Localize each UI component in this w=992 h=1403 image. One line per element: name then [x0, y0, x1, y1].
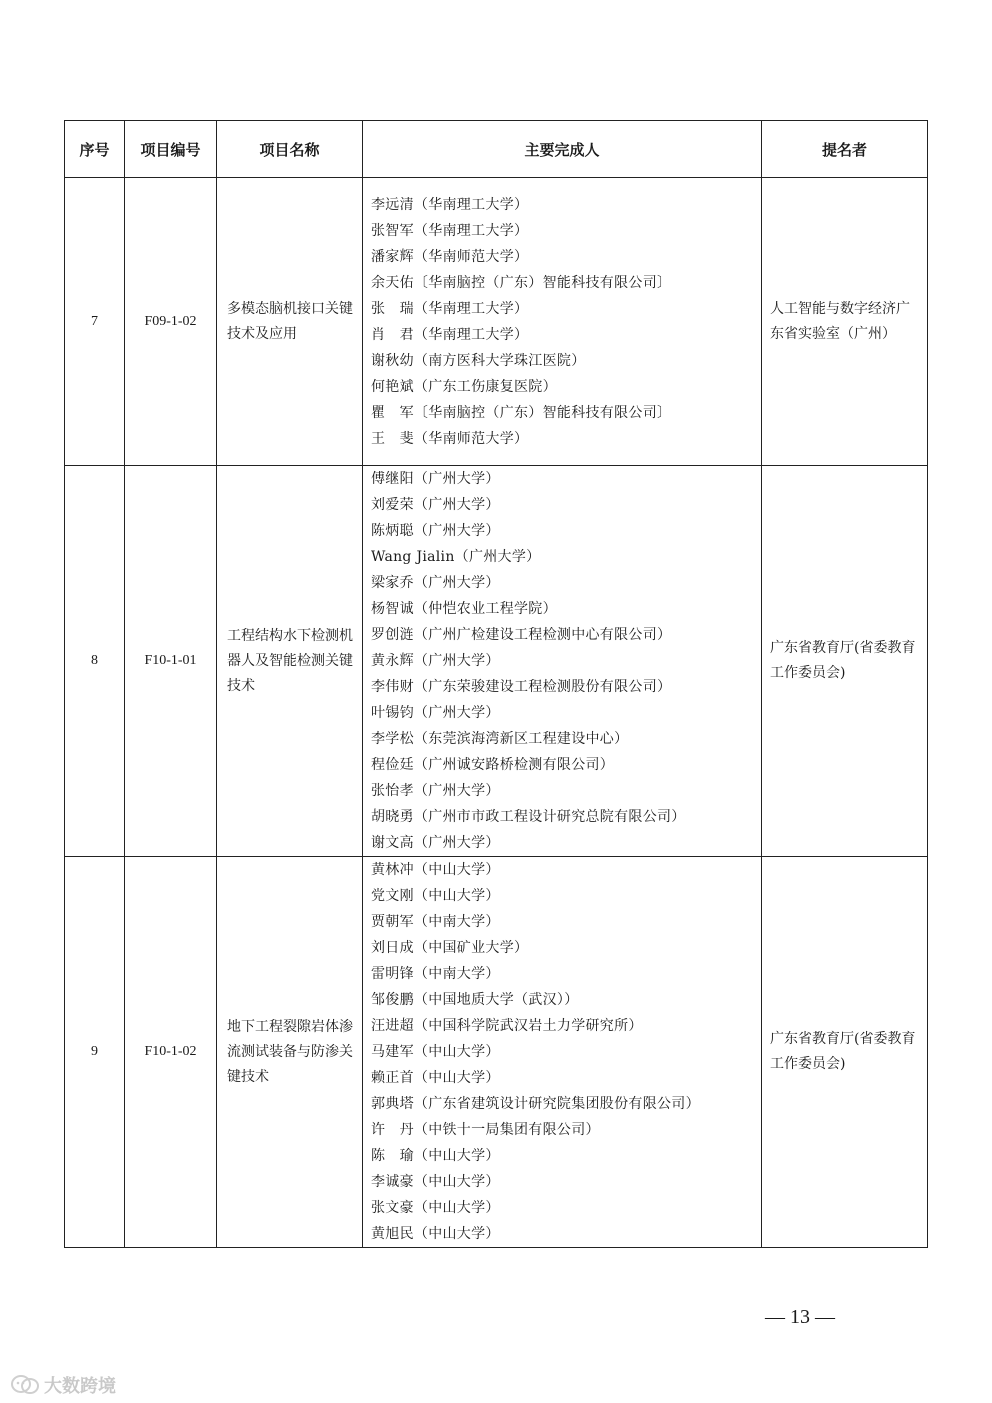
chat-bubble-icon — [10, 1373, 40, 1397]
completer-item: 刘日成（中国矿业大学） — [371, 940, 529, 956]
completer-item: 李远清（华南理工大学） — [371, 196, 529, 213]
completer-item: 肖 君（华南理工大学） — [371, 326, 529, 343]
completer-item: 陈 瑜（中山大学） — [371, 1148, 500, 1164]
completer-item: 潘家辉（华南师范大学） — [371, 248, 529, 265]
project-name: 地下工程裂隙岩体渗流测试装备与防渗关键技术 — [217, 857, 363, 1248]
project-name: 工程结构水下检测机器人及智能检测关键技术 — [217, 466, 363, 857]
completer-item: 刘爱荣（广州大学） — [371, 497, 500, 513]
completer-item: 梁家乔（广州大学） — [371, 575, 500, 591]
table-row — [65, 857, 928, 1248]
completer-item: 党文刚（中山大学） — [371, 888, 500, 904]
completer-item: 黄林冲（中山大学） — [371, 862, 500, 878]
project-code: F10-1-01 — [125, 466, 217, 857]
completer-item: 傅继阳（广州大学） — [371, 471, 500, 487]
completer-item: 陈炳聪（广州大学） — [371, 523, 500, 539]
row-number: 7 — [65, 178, 125, 466]
table-header-row — [65, 121, 928, 178]
completer-item: 何艳斌（广东工伤康复医院） — [371, 378, 557, 395]
completer-item: 郭典塔（广东省建筑设计研究院集团股份有限公司） — [371, 1096, 700, 1112]
completer-item: 余天佑〔华南脑控（广东）智能科技有限公司〕 — [371, 274, 672, 291]
completer-item: 张智军（华南理工大学） — [371, 222, 529, 239]
completer-item: 瞿 军〔华南脑控（广东）智能科技有限公司〕 — [371, 404, 672, 421]
completer-item: 李伟财（广东荣骏建设工程检测股份有限公司） — [371, 679, 672, 695]
completer-item: 谢文高（广州大学） — [371, 835, 500, 851]
table-row — [65, 178, 928, 466]
completer-item: 马建军（中山大学） — [371, 1044, 500, 1060]
completer-item: 黄永辉（广州大学） — [371, 653, 500, 669]
completer-item: 胡晓勇（广州市市政工程设计研究总院有限公司） — [371, 809, 686, 825]
header-no: 序号 — [65, 121, 125, 178]
completer-item: 王 斐（华南师范大学） — [371, 430, 529, 447]
completer-item: 叶锡钧（广州大学） — [371, 705, 500, 721]
completer-item: 张 瑞（华南理工大学） — [371, 300, 529, 317]
project-name: 多模态脑机接口关键技术及应用 — [217, 178, 363, 466]
completer-item: 许 丹（中铁十一局集团有限公司） — [371, 1122, 600, 1138]
completer-item: 李诚豪（中山大学） — [371, 1174, 500, 1190]
completer-item: 汪进超（中国科学院武汉岩土力学研究所） — [371, 1018, 643, 1034]
row-number: 8 — [65, 466, 125, 857]
completer-item: 贾朝军（中南大学） — [371, 914, 500, 930]
completers-cell — [363, 178, 762, 466]
completer-item: 李学松（东莞滨海湾新区工程建设中心） — [371, 731, 629, 747]
row-number: 9 — [65, 857, 125, 1248]
header-name: 项目名称 — [217, 121, 363, 178]
completer-item: 罗创涟（广州广检建设工程检测中心有限公司） — [371, 627, 672, 643]
watermark-text: 大数跨境 — [44, 1376, 116, 1397]
completer-item: 雷明锋（中南大学） — [371, 966, 500, 982]
completer-item: 杨智诚（仲恺农业工程学院） — [371, 601, 557, 617]
table-row — [65, 466, 928, 857]
nominator: 广东省教育厅(省委教育工作委员会) — [762, 466, 928, 857]
completers-cell — [363, 466, 762, 857]
header-people: 主要完成人 — [363, 121, 762, 178]
project-code: F10-1-02 — [125, 857, 217, 1248]
table-body — [65, 178, 928, 1248]
header-nominator: 提名者 — [762, 121, 928, 178]
completers-cell — [363, 857, 762, 1248]
page-number: — 13 — — [765, 1306, 835, 1328]
completer-item: 邹俊鹏（中国地质大学（武汉）） — [371, 992, 579, 1008]
completer-item: 张怡孝（广州大学） — [371, 783, 500, 799]
award-table — [64, 120, 928, 1248]
completer-item: 赖正首（中山大学） — [371, 1070, 500, 1086]
completer-item: 张文豪（中山大学） — [371, 1200, 500, 1216]
completer-item: 黄旭民（中山大学） — [371, 1226, 500, 1242]
watermark — [10, 1370, 116, 1400]
nominator: 人工智能与数字经济广东省实验室（广州） — [762, 178, 928, 466]
project-code: F09-1-02 — [125, 178, 217, 466]
completer-item: Wang Jialin（广州大学） — [371, 549, 541, 565]
nominator: 广东省教育厅(省委教育工作委员会) — [762, 857, 928, 1248]
completer-item: 谢秋幼（南方医科大学珠江医院） — [371, 352, 586, 369]
header-code: 项目编号 — [125, 121, 217, 178]
completer-item: 程俭廷（广州诚安路桥检测有限公司） — [371, 757, 615, 773]
